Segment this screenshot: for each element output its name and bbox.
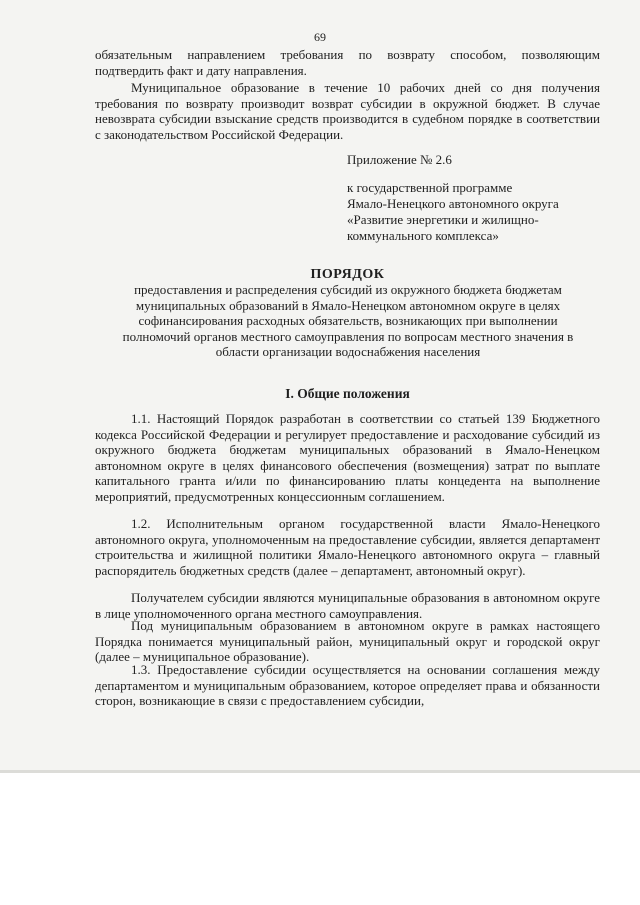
attachment-line-1: к государственной программе bbox=[347, 180, 513, 195]
paragraph-recipients bbox=[95, 590, 600, 621]
paragraph-municipal-text: Под муниципальным образованием в автономном округе в рамках настоящего Порядка понимается муниципальный район, муниципальный округ и городской округ (далее – муниципальное образование). bbox=[95, 618, 600, 665]
paragraph-1-3-text: 1.3. Предоставление субсидии осуществляется на основании соглашения между департаментом и муниципальным образованием, которое определяет права и обязанности сторон, возникающие в связи с предоставлением субсидии, bbox=[95, 662, 600, 709]
page-bottom-edge bbox=[0, 770, 640, 773]
return-paragraph bbox=[95, 80, 600, 142]
continuation-text bbox=[95, 47, 600, 78]
return-paragraph-text: Муниципальное образование в течение 10 рабочих дней со дня получения требования по возврату производит возврат субсидии в окружной бюджет. В случае невозврата субсидии взыскание средств производится в судебном порядке в соответствии с законодательством Российской Федерации. bbox=[95, 80, 600, 142]
paragraph-recipients-text: Получателем субсидии являются муниципальные образования в автономном округе в лице уполномоченного органа местного самоуправления. bbox=[95, 590, 600, 621]
attachment-line-3: «Развитие энергетики и жилищно- bbox=[347, 212, 539, 227]
section-heading: I. Общие положения bbox=[285, 386, 410, 401]
paragraph-1-1-text: 1.1. Настоящий Порядок разработан в соответствии со статьей 139 Бюджетного кодекса Российской Федерации и регулирует предоставление и расходование субсидий из окружного бюджета бюджетам муниципальных образований в Ямало-Ненецком автономном округе в целях финансового обеспечения (возмещения) затрат по выплате капитального гранта и/или по финансированию платы концедента на выполнение мероприятий, предусмотренных концессионным соглашением. bbox=[95, 411, 600, 504]
paragraph-1-2 bbox=[95, 516, 600, 578]
page-number: 69 bbox=[314, 30, 326, 44]
paragraph-1-1 bbox=[95, 411, 600, 505]
continuation-line-2: подтвердить факт и дату направления. bbox=[95, 62, 307, 78]
attachment-block bbox=[347, 180, 607, 244]
attachment-line-2: Ямало-Ненецкого автономного округа bbox=[347, 196, 559, 211]
attachment-line-4: коммунального комплекса» bbox=[347, 228, 499, 243]
paragraph-1-3 bbox=[95, 662, 600, 709]
paragraph-1-2-text: 1.2. Исполнительным органом государственной власти Ямало-Ненецкого автономного округа, уполномоченным на предоставление субсидии, является департамент строительства и жилищной политики Ямало-Ненецкого автономного округа – главный распорядитель бюджетных средств (далее – департамент, автономный округ). bbox=[95, 516, 600, 578]
document-subtitle: предоставления и распределения субсидий из окружного бюджета бюджетам муниципальных образований в Ямало-Ненецком автономном округе в целях софинансирования расходных обязательств, возникающих при выполнении полномочий органов местного самоуправления по вопросам местного значения в области организации водоснабжения населения bbox=[122, 282, 574, 360]
paragraph-municipal bbox=[95, 618, 600, 665]
document-title: ПОРЯДОК bbox=[310, 267, 385, 282]
attachment-label: Приложение № 2.6 bbox=[347, 152, 452, 167]
continuation-line-1: обязательным направлением требования по возврату способом, позволяющим bbox=[95, 47, 600, 62]
